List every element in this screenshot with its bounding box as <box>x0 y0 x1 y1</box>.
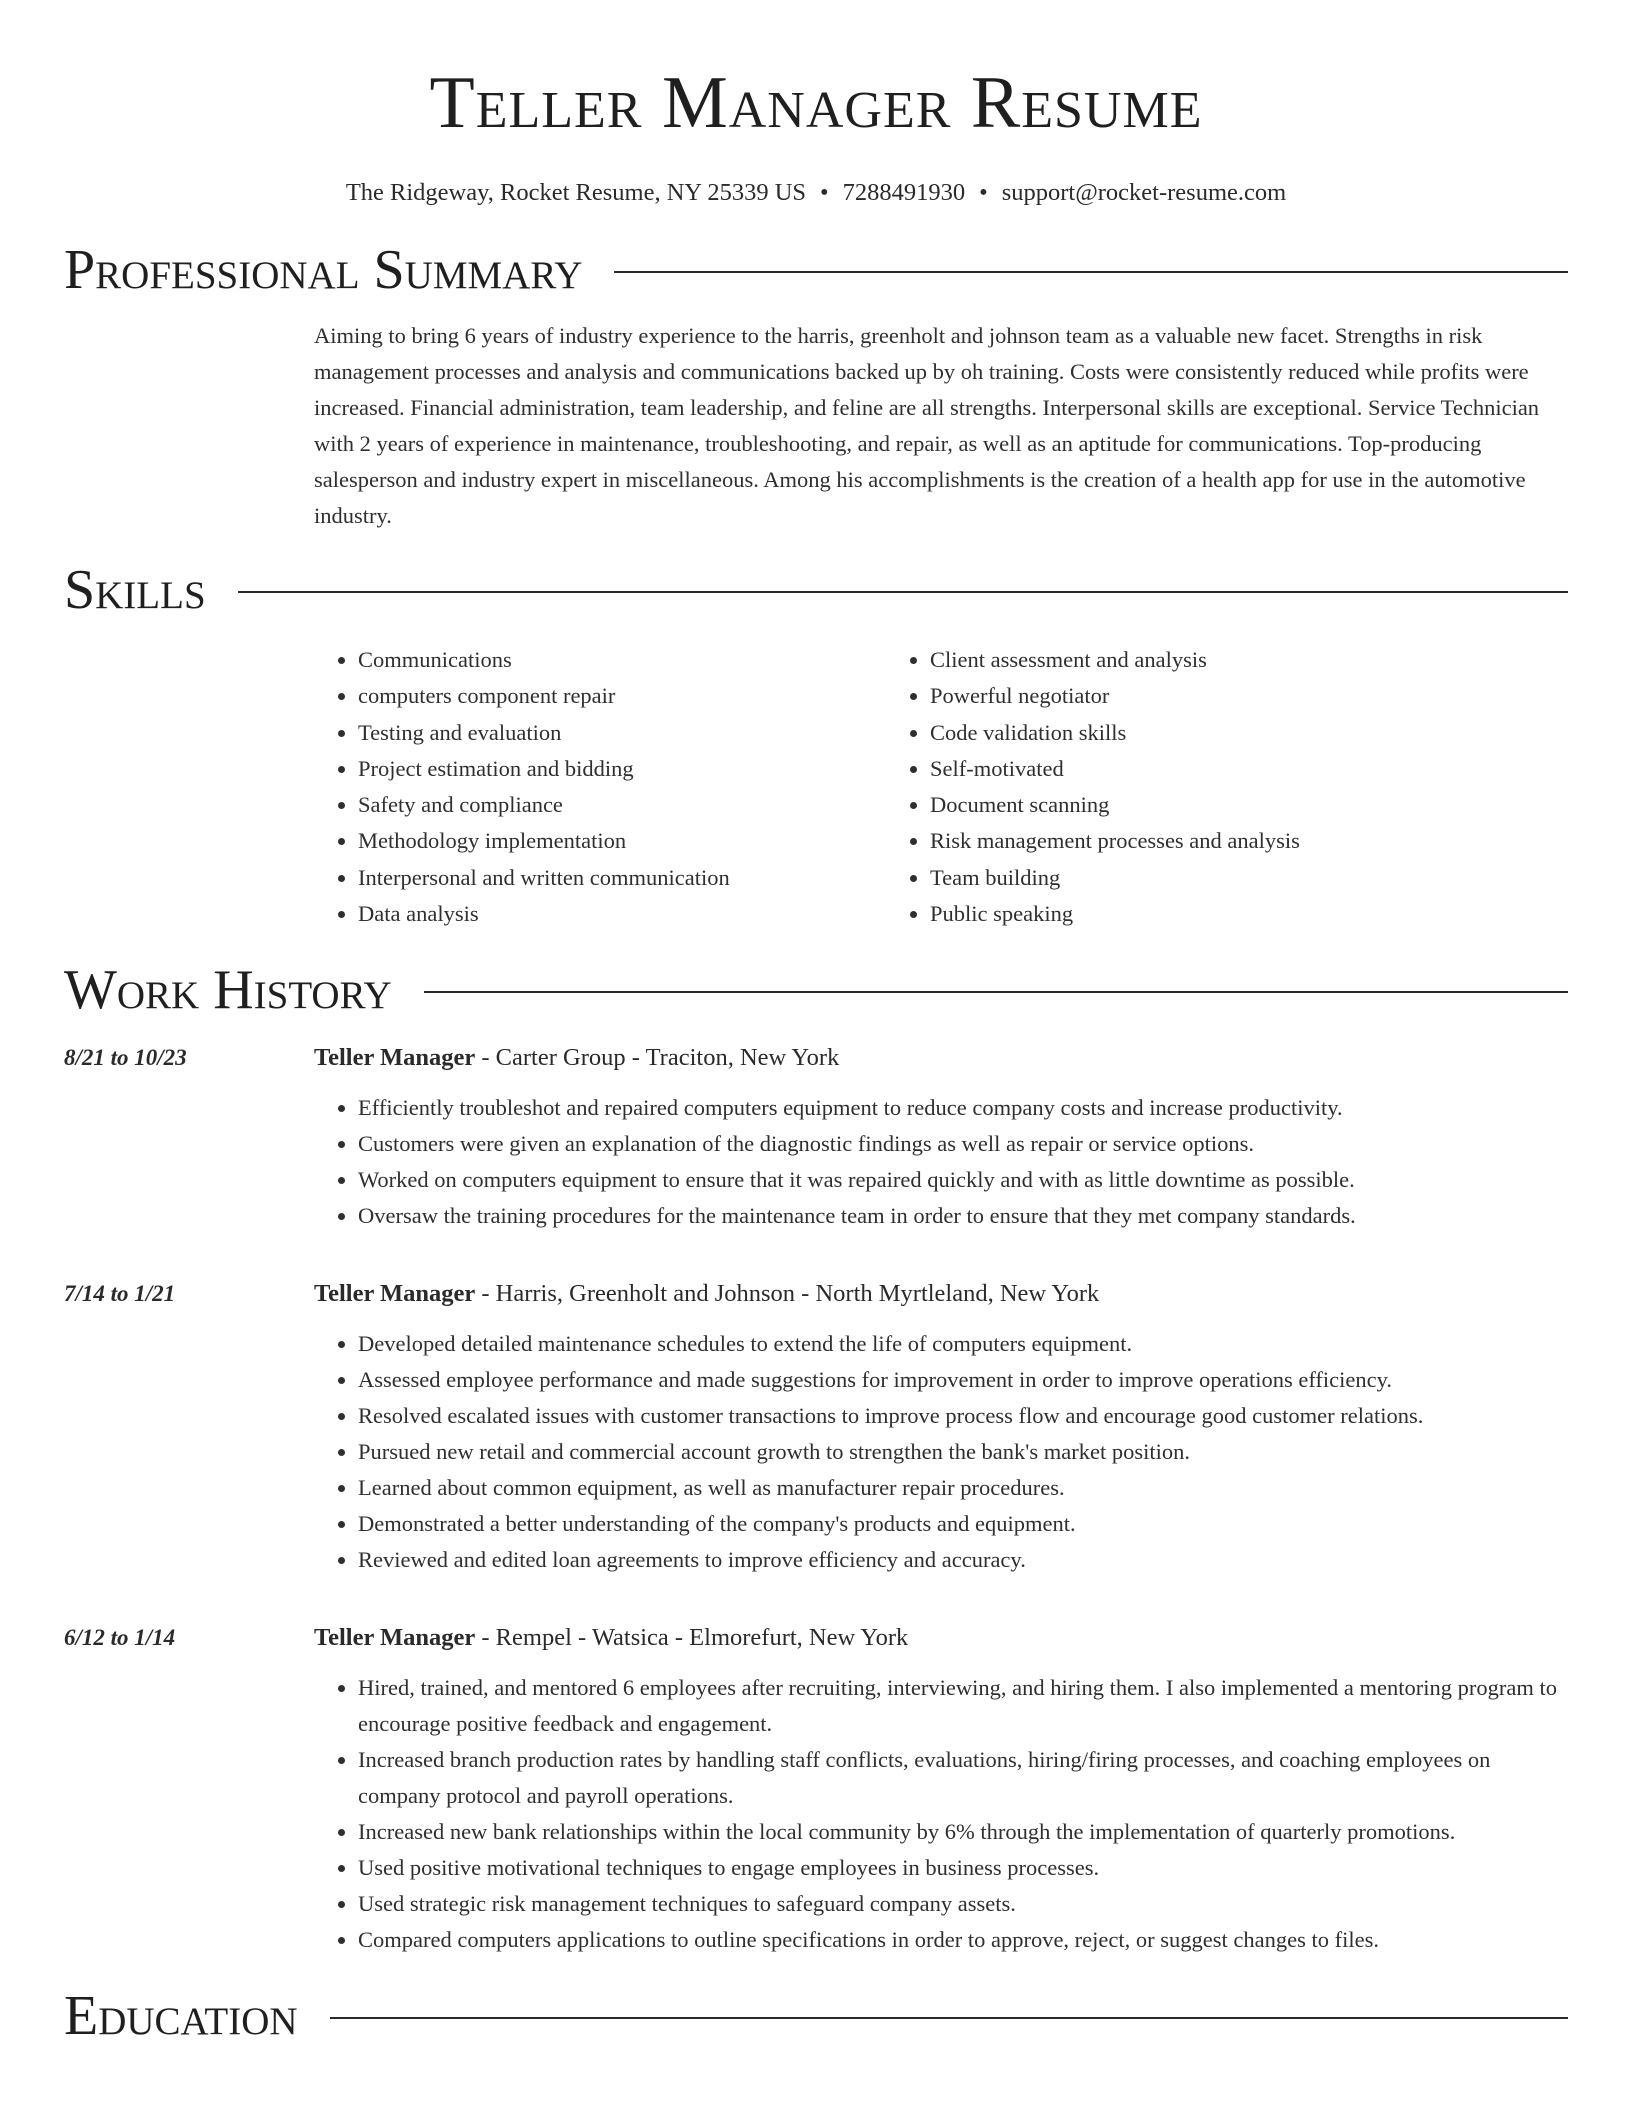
contact-line <box>64 178 1568 208</box>
section-skills <box>64 558 1568 932</box>
section-header <box>64 238 1568 302</box>
job-bullet: • Increased new bank relationships within the local community by 6% through the implementation of quarterly promotions. <box>358 1814 1568 1850</box>
section-header <box>64 1984 1568 2048</box>
section-title: Professional Summary <box>64 239 583 301</box>
job-bullet: • Increased branch production rates by handling staff conflicts, evaluations, hiring/firing processes, and coaching employees on company protocol and payroll operations. <box>358 1742 1568 1814</box>
section-header <box>64 958 1568 1022</box>
job-bullet: • Learned about common equipment, as well as manufacturer repair procedures. <box>358 1470 1568 1506</box>
section-header <box>64 558 1568 622</box>
job-bullet: • Efficiently troubleshot and repaired computers equipment to reduce company costs and increase productivity. <box>358 1090 1568 1126</box>
contact-email: support@rocket-resume.com <box>1001 179 1287 206</box>
skill-item: • computers component repair <box>358 678 886 714</box>
job-entry <box>64 1042 1568 1234</box>
section-professional-summary <box>64 238 1568 534</box>
job-body <box>314 1278 1568 1578</box>
job-bullet: • Reviewed and edited loan agreements to improve efficiency and accuracy. <box>358 1542 1568 1578</box>
job-heading <box>314 1278 1568 1310</box>
section-education <box>64 1984 1568 2048</box>
skill-item: • Methodology implementation <box>358 823 886 859</box>
job-role: Teller Manager <box>314 1044 476 1072</box>
bullet-separator: • <box>820 179 829 206</box>
skill-item: • Risk management processes and analysis <box>930 823 1458 859</box>
job-body <box>314 1622 1568 1958</box>
section-title: Education <box>64 1985 298 2048</box>
job-bullets <box>314 1326 1568 1578</box>
skills-list-right <box>886 642 1458 932</box>
job-company-location: - Rempel - Watsica - Elmorefurt, New York <box>475 1624 909 1652</box>
skill-item: • Interpersonal and written communication <box>358 860 886 896</box>
job-bullet: • Used positive motivational techniques to engage employees in business processes. <box>358 1850 1568 1886</box>
job-company-location: - Carter Group - Traciton, New York <box>475 1044 840 1072</box>
skills-list-left <box>314 642 886 932</box>
skill-item: • Data analysis <box>358 896 886 932</box>
job-body <box>314 1042 1568 1234</box>
section-divider <box>330 2017 1568 2019</box>
skills-columns <box>314 642 1568 932</box>
section-work-history <box>64 958 1568 1958</box>
skill-item: • Project estimation and bidding <box>358 751 886 787</box>
job-bullet: • Hired, trained, and mentored 6 employees after recruiting, interviewing, and hiring them. I also implemented a mentoring program to encourage positive feedback and engagement. <box>358 1670 1568 1742</box>
page-title: Teller Manager Resume <box>429 62 1203 144</box>
job-bullet: • Compared computers applications to outline specifications in order to approve, reject, or suggest changes to files. <box>358 1922 1568 1958</box>
job-role: Teller Manager <box>314 1624 476 1652</box>
contact-phone: 7288491930 <box>842 179 966 206</box>
section-divider <box>424 991 1568 993</box>
job-bullet: • Assessed employee performance and made suggestions for improvement in order to improve operations efficiency. <box>358 1362 1568 1398</box>
job-bullet: • Developed detailed maintenance schedules to extend the life of computers equipment. <box>358 1326 1568 1362</box>
job-company-location: - Harris, Greenholt and Johnson - North Myrtleland, New York <box>475 1280 1100 1308</box>
job-bullet: • Worked on computers equipment to ensure that it was repaired quickly and with as little downtime as possible. <box>358 1162 1568 1198</box>
skill-item: • Communications <box>358 642 886 678</box>
job-bullet: • Resolved escalated issues with customer transactions to improve process flow and encourage good customer relations. <box>358 1398 1568 1434</box>
skill-item: • Public speaking <box>930 896 1458 932</box>
job-bullet: • Used strategic risk management techniques to safeguard company assets. <box>358 1886 1568 1922</box>
job-role: Teller Manager <box>314 1280 476 1308</box>
job-bullet: • Customers were given an explanation of the diagnostic findings as well as repair or service options. <box>358 1126 1568 1162</box>
skill-item: • Team building <box>930 860 1458 896</box>
job-entry <box>64 1278 1568 1578</box>
job-bullet: • Oversaw the training procedures for the maintenance team in order to ensure that they met company standards. <box>358 1198 1568 1234</box>
job-bullets <box>314 1670 1568 1958</box>
job-dates: 8/21 to 10/23 <box>64 1045 187 1071</box>
job-bullet: • Pursued new retail and commercial account growth to strengthen the bank's market position. <box>358 1434 1568 1470</box>
skill-item: • Safety and compliance <box>358 787 886 823</box>
section-title: Skills <box>64 559 206 621</box>
job-bullet: • Demonstrated a better understanding of the company's products and equipment. <box>358 1506 1568 1542</box>
section-divider <box>238 591 1568 593</box>
section-divider <box>614 271 1568 273</box>
job-heading <box>314 1622 1568 1654</box>
job-bullets <box>314 1090 1568 1234</box>
job-entry <box>64 1622 1568 1958</box>
job-dates: 7/14 to 1/21 <box>64 1281 176 1307</box>
section-title: Work History <box>64 959 392 1022</box>
skill-item: • Code validation skills <box>930 715 1458 751</box>
bullet-separator: • <box>979 179 988 206</box>
job-dates: 6/12 to 1/14 <box>64 1625 176 1651</box>
job-heading <box>314 1042 1568 1074</box>
skill-item: • Client assessment and analysis <box>930 642 1458 678</box>
skill-item: • Testing and evaluation <box>358 715 886 751</box>
skill-item: • Powerful negotiator <box>930 678 1458 714</box>
summary-paragraph: Aiming to bring 6 years of industry experience to the harris, greenholt and johnson team as a valuable new facet. Strengths in risk management processes and analysis and communications backed up by oh training. Costs were consistently reduced while profits were increased. Financial administration, team leadership, and feline are all strengths. Interpersonal skills are exceptional. Service Technician with 2 years of experience in maintenance, troubleshooting, and repair, as well as an aptitude for communications. Top-producing salesperson and industry expert in miscellaneous. Among his accomplishments is the creation of a health app for use in the automotive industry. <box>314 323 1540 528</box>
skill-item: • Self-motivated <box>930 751 1458 787</box>
skill-item: • Document scanning <box>930 787 1458 823</box>
contact-address: The Ridgeway, Rocket Resume, NY 25339 US <box>345 179 807 206</box>
